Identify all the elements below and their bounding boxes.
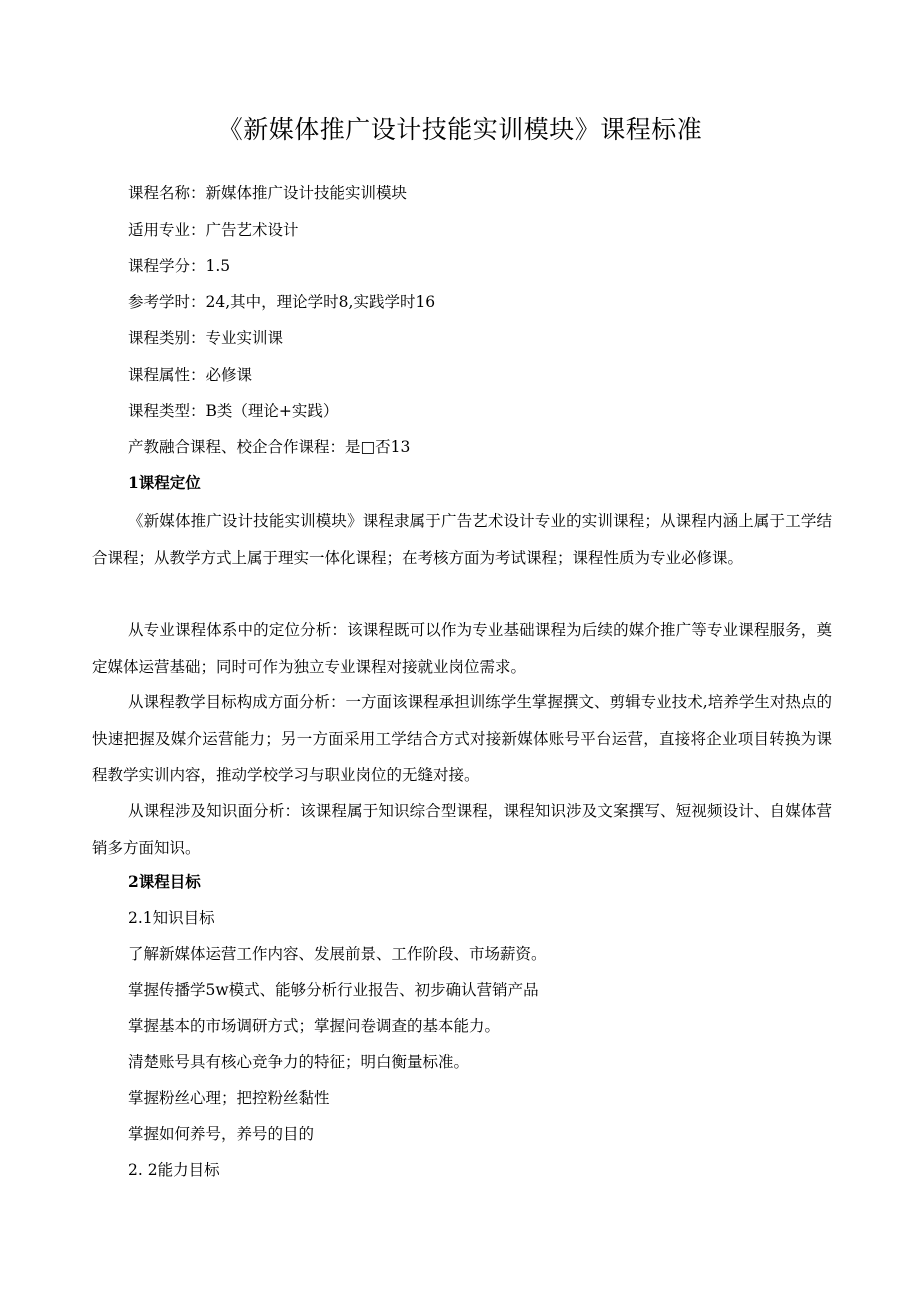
knowledge-item-4: 清楚账号具有核心竞争力的特征；明白衡量标准。 <box>128 1053 470 1071</box>
info-cooperation: 产教融合课程、校企合作课程：是□否13 <box>128 438 411 456</box>
info-hours: 参考学时：24,其中，理论学时8,实践学时16 <box>128 293 436 311</box>
info-course-name: 课程名称：新媒体推广设计技能实训模块 <box>128 184 408 202</box>
info-attribute: 课程属性：必修课 <box>128 366 253 384</box>
info-credits: 课程学分：1.5 <box>128 257 231 275</box>
info-category: 课程类别：专业实训课 <box>128 329 284 347</box>
knowledge-item-2: 掌握传播学5w模式、能够分析行业报告、初步确认营销产品 <box>128 981 539 999</box>
knowledge-item-6: 掌握如何养号，养号的目的 <box>128 1125 315 1143</box>
knowledge-item-1: 了解新媒体运营工作内容、发展前景、工作阶段、市场薪资。 <box>128 945 547 963</box>
document-title: 《新媒体推广设计技能实训模块》课程标准 <box>217 115 703 144</box>
section-1-paragraph-1: 《新媒体推广设计技能实训模块》课程隶属于广告艺术设计专业的实训课程；从课程内涵上属于工学结合课程；从教学方式上属于理实一体化课程；在考核方面为考试课程；课程性质为专业必修课。 <box>92 512 832 567</box>
section-2-heading: 2课程目标 <box>128 872 201 891</box>
section-1-heading: 1课程定位 <box>128 473 201 492</box>
knowledge-item-5: 掌握粉丝心理；把控粉丝黏性 <box>128 1089 330 1107</box>
section-2-2-heading: 2. 2能力目标 <box>128 1161 220 1179</box>
knowledge-item-3: 掌握基本的市场调研方式；掌握问卷调查的基本能力。 <box>128 1017 501 1035</box>
section-1-paragraph-2: 从专业课程体系中的定位分析：该课程既可以作为专业基础课程为后续的媒介推广等专业课程服务，奠定媒体运营基础；同时可作为独立专业课程对接就业岗位需求。 <box>92 621 832 676</box>
info-major: 适用专业：广告艺术设计 <box>128 221 299 239</box>
section-2-1-heading: 2.1知识目标 <box>128 909 215 927</box>
section-1-paragraph-3: 从课程教学目标构成方面分析：一方面该课程承担训练学生掌握撰文、剪辑专业技术,培养学生对热点的快速把握及媒介运营能力；另一方面采用工学结合方式对接新媒体账号平台运营，直接将企业项目转换为课程教学实训内容，推动学校学习与职业岗位的无缝对接。 <box>92 693 832 784</box>
section-1-paragraph-4: 从课程涉及知识面分析：该课程属于知识综合型课程，课程知识涉及文案撰写、短视频设计、自媒体营销多方面知识。 <box>92 802 832 857</box>
info-type: 课程类型：B类（理论+实践） <box>128 402 339 420</box>
